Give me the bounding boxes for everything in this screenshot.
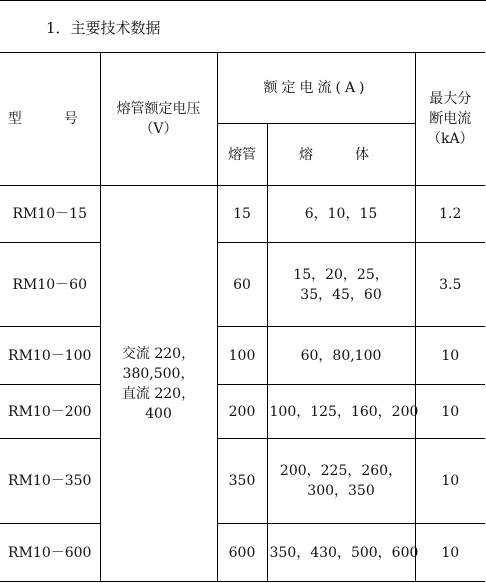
row-max-breaking: 10 (415, 439, 485, 524)
row-tube-current: 15 (217, 186, 267, 243)
row-max-breaking: 10 (415, 327, 485, 385)
header-tube-voltage: 熔管额定电压 （V） (100, 53, 217, 186)
row-tube-current: 100 (217, 327, 267, 385)
header-fuse-body: 熔 体 (267, 124, 415, 186)
header-row-1 (0, 53, 485, 124)
row-fuse-current: 60，80,100 (267, 327, 415, 385)
row-fuse-current: 350，430，500，600 (267, 524, 415, 582)
row-model: RM10－60 (0, 243, 100, 327)
row-model: RM10－600 (0, 524, 100, 582)
row-max-breaking: 10 (415, 524, 485, 582)
row-model: RM10－100 (0, 327, 100, 385)
table-row (0, 439, 485, 524)
section-title: 1．主要技术数据 (46, 19, 161, 37)
row-fuse-current: 15，20，25， 35，45，60 (267, 243, 415, 327)
row-max-breaking: 10 (415, 385, 485, 439)
row-fuse-current: 6，10，15 (267, 186, 415, 243)
header-max-breaking-current: 最大分 断电流 （kA） (415, 53, 485, 186)
row-max-breaking: 3.5 (415, 243, 485, 327)
table-row (0, 385, 485, 439)
spec-table (0, 52, 485, 582)
table-row (0, 186, 485, 243)
table-row (0, 524, 485, 582)
top-rule (0, 0, 486, 1)
table-row (0, 327, 485, 385)
row-tube-current: 60 (217, 243, 267, 327)
shared-voltage-cell: 交流 220， 380,500， 直流 220， 400 (100, 186, 217, 582)
row-model: RM10－200 (0, 385, 100, 439)
row-max-breaking: 1.2 (415, 186, 485, 243)
header-tube: 熔管 (217, 124, 267, 186)
row-model: RM10－15 (0, 186, 100, 243)
row-tube-current: 200 (217, 385, 267, 439)
row-tube-current: 350 (217, 439, 267, 524)
header-model: 型 号 (0, 53, 100, 186)
row-model: RM10－350 (0, 439, 100, 524)
table-row (0, 243, 485, 327)
row-fuse-current: 200，225，260， 300，350 (267, 439, 415, 524)
row-fuse-current: 100，125，160，200 (267, 385, 415, 439)
row-tube-current: 600 (217, 524, 267, 582)
header-rated-current: 额定电流(A) (217, 53, 415, 124)
